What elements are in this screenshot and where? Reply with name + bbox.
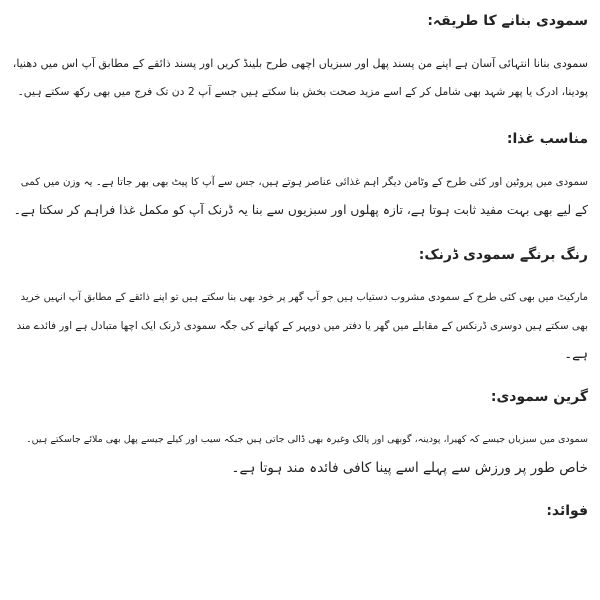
paragraph-line: سمودی میں پروٹین اور کئی طرح کے وٹامن دیگر اہم غذائی عناصر ہوتے ہیں، جس سے آپ کا پیٹ بھی بھر جاتا ہے۔ یہ وزن میں کمی	[20, 176, 588, 188]
section-heading-proper-diet: مناسب غذا:	[506, 131, 588, 147]
paragraph-line: ہے۔	[564, 346, 588, 362]
section-heading-colorful-drinks: رنگ برنگے سمودی ڈرنک:	[418, 247, 588, 263]
paragraph-line: خاص طور پر ورزش سے پہلے اسے پینا کافی فائدہ مند ہوتا ہے۔	[231, 460, 588, 476]
paragraph-line: مارکیٹ میں بھی کئی طرح کے سمودی مشروب دستیاب ہیں جو آپ گھر پر خود بھی بنا سکتے ہیں تو اپنے ذائقے کے مطابق آپ انہیں خرید	[20, 292, 588, 303]
paragraph-line: سمودی میں سبزیاں جیسے کہ کھیرا، پودینہ، گوبھی اور پالک وغیرہ بھی ڈالی جاتی ہیں جبکہ سیب اور کیلے جیسے پھل بھی ملائے جاسکتے ہیں۔	[26, 434, 588, 445]
paragraph-line: کے لیے بھی بہت مفید ثابت ہوتا ہے، تازہ پھلوں اور سبزیوں سے بنا یہ ڈرنک آپ کو مکمل غذا فراہم کر سکتا ہے۔	[13, 203, 588, 217]
section-heading-green-smoothie: گرین سمودی:	[490, 389, 588, 405]
section-paragraph-colorful-drinks	[12, 284, 588, 368]
section-paragraph-how-to-make	[12, 50, 588, 106]
paragraph-line: سمودی بنانا انتہائی آسان ہے اپنے من پسند پھل اور سبزیاں اچھی طرح بلینڈ کریں اور پسند ذائقے کے مطابق آپ اس میں دھنیا،	[12, 57, 588, 70]
paragraph-line: پودینا، ادرک یا پھر شہد بھی شامل کر کے اسے مزید صحت بخش بنا سکتے ہیں جسے آپ 2 دن تک فرج میں بھی رکھ سکتے ہیں۔	[17, 85, 588, 98]
section-heading-benefits: فوائد:	[546, 503, 588, 519]
section-heading-how-to-make: سمودی بنانے کا طریقہ:	[427, 13, 588, 29]
paragraph-line: بھی سکتے ہیں دوسری ڈرنکس کے مقابلے میں گھر یا دفتر میں دوپہر کے کھانے کی جگہ سمودی ڈرنک ایک اچھا متبادل ہے اور فائدے مند	[16, 320, 588, 332]
section-paragraph-proper-diet	[12, 168, 588, 224]
section-paragraph-green-smoothie	[12, 426, 588, 482]
